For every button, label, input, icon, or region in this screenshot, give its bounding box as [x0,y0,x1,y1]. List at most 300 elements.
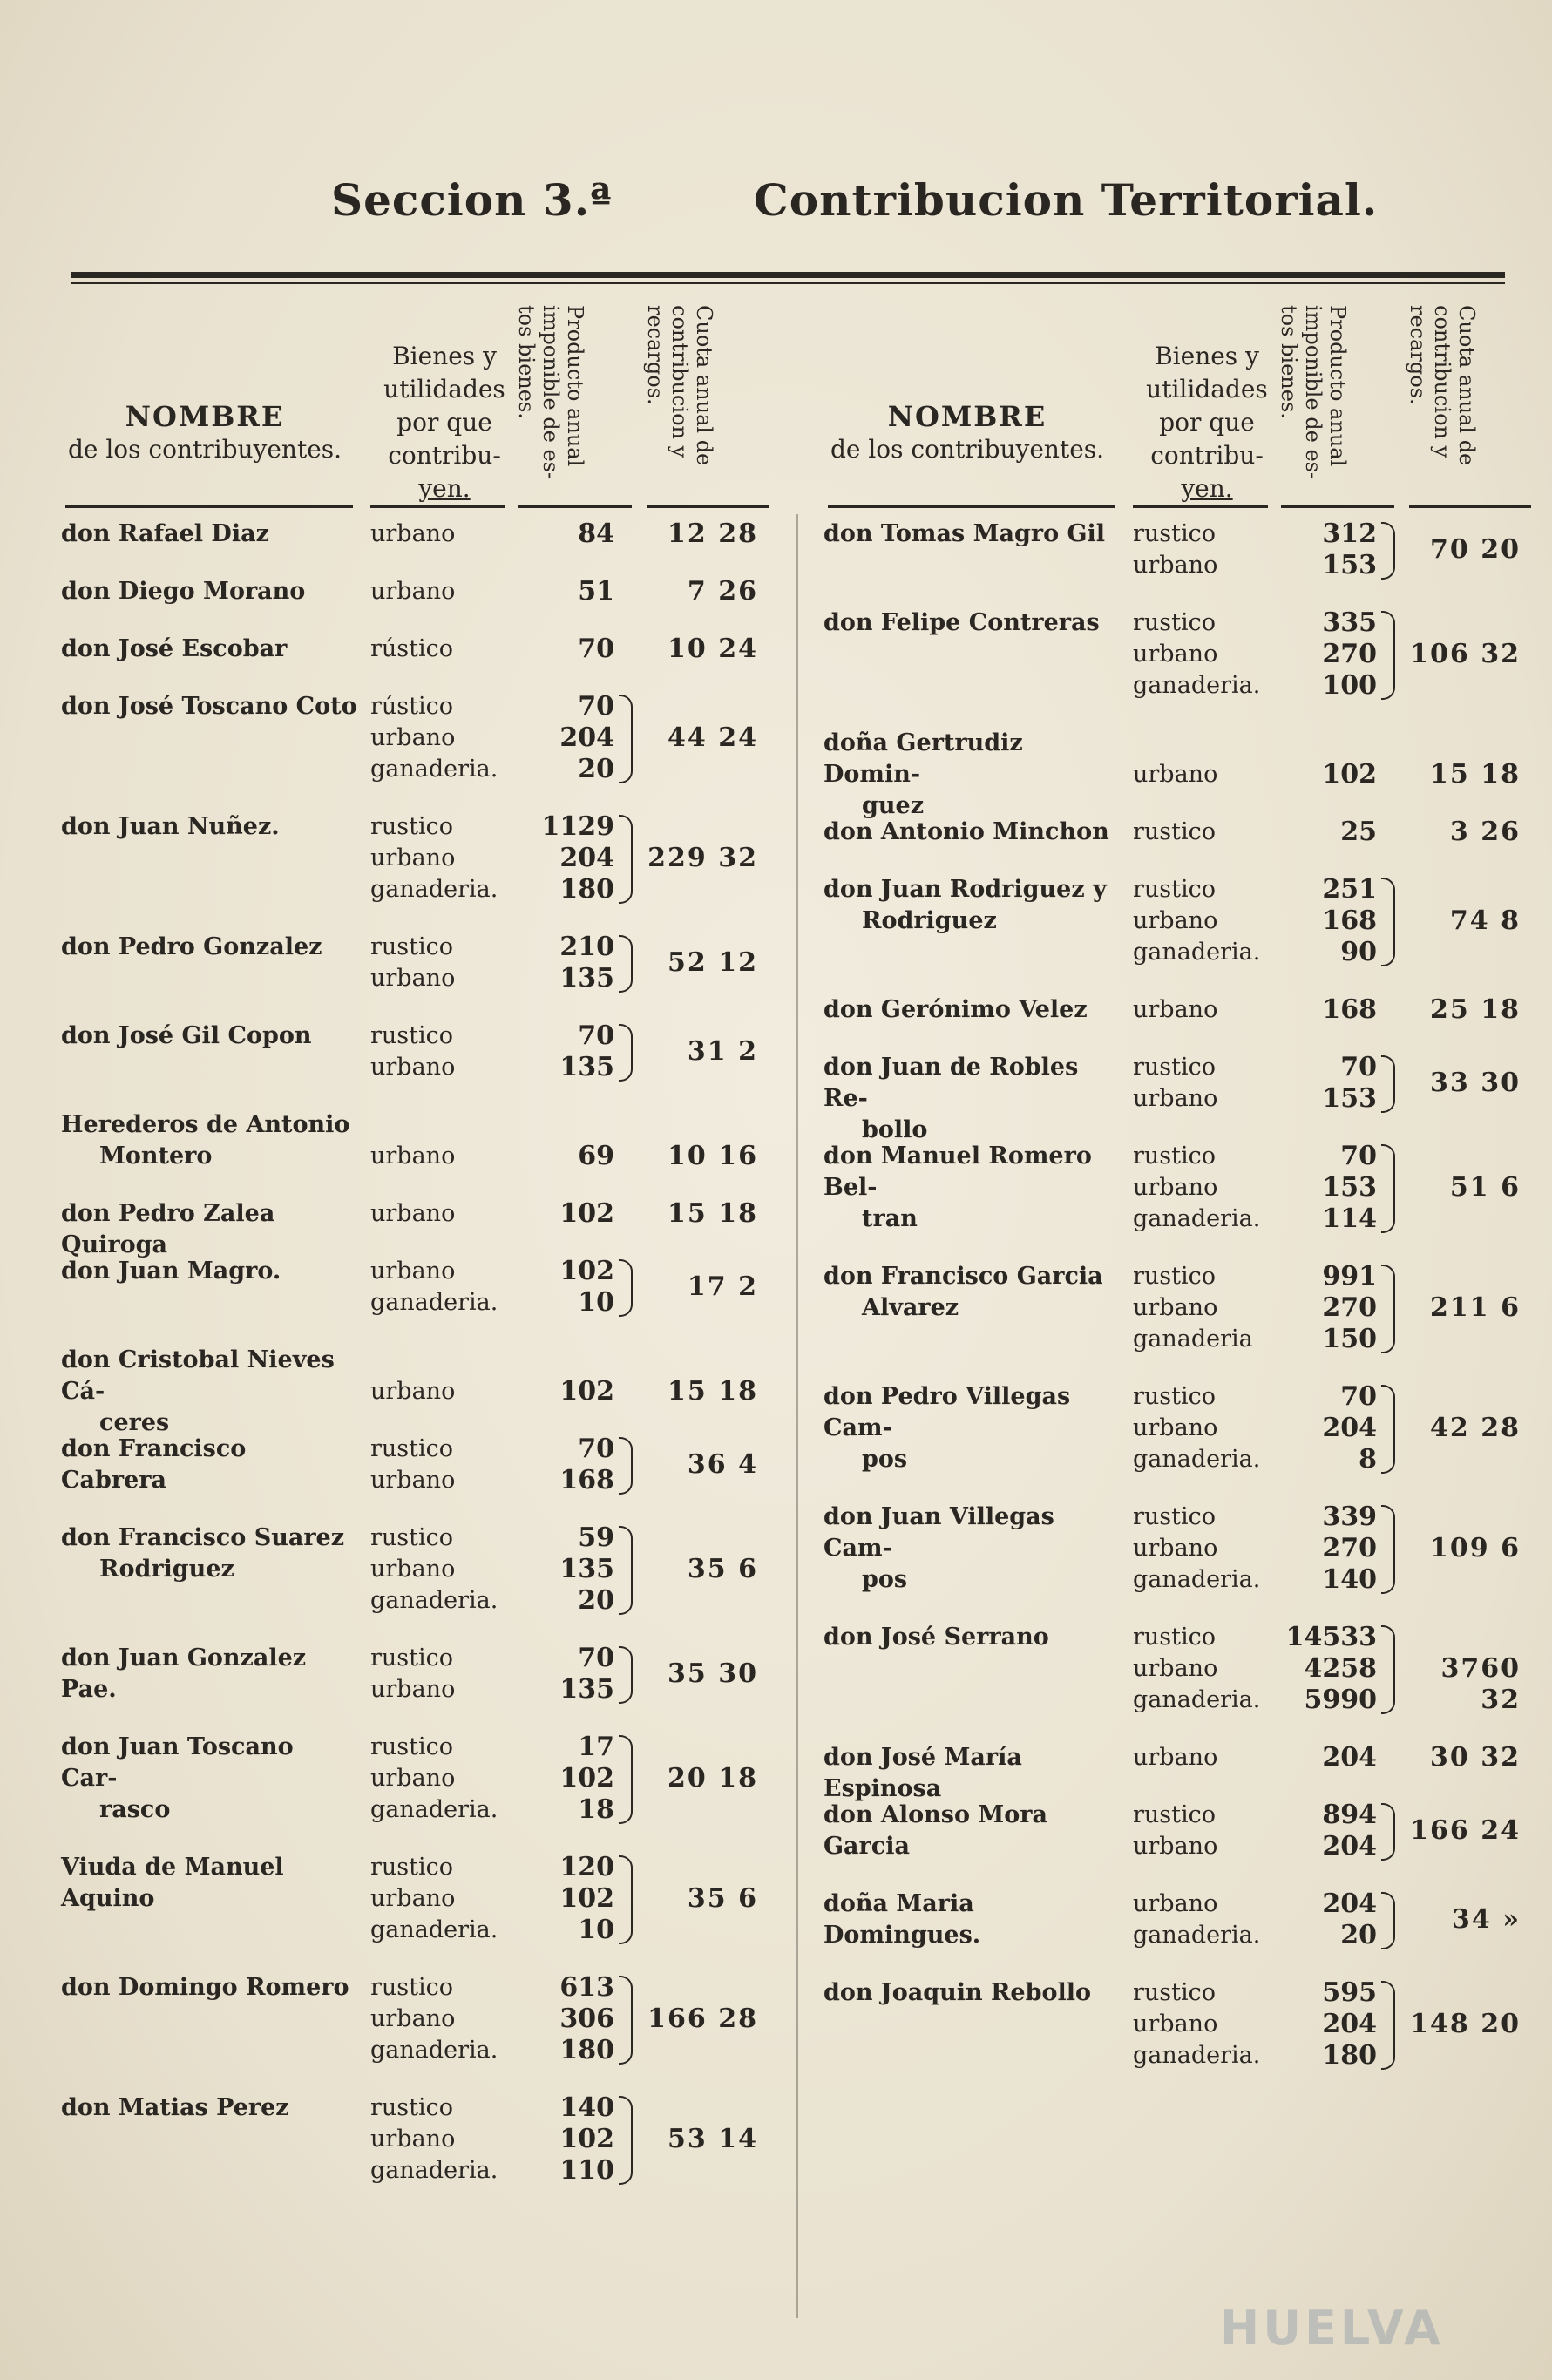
producto-value: 135 [559,963,614,993]
table-row [61,1732,810,1852]
contributor-name [61,811,357,843]
header-bienes-l3: por que [396,408,492,437]
bienes-cell [370,1434,510,1496]
bienes-type: rústico [370,693,454,720]
contributor-name [823,1622,1120,1653]
bienes-cell [370,1852,510,1946]
bienes-type: ganaderia. [1133,1446,1261,1473]
contributor-name [61,932,357,963]
archive-stamp: HUELVA [1220,2301,1444,2356]
contributor-name [823,1381,1120,1475]
bienes-type: urbano [370,1556,456,1583]
brace-mark [1381,1385,1395,1474]
producto-value: 100 [1322,670,1377,701]
bienes-type: urbano [370,1258,456,1285]
producto-cell [1281,1622,1377,1716]
table-row [823,994,1552,1052]
section-label: Seccion 3.ª [331,174,613,226]
bienes-type: urbano [1133,2010,1218,2038]
producto-cell [518,576,614,607]
bienes-type: ganaderia. [370,2157,498,2184]
header-bienes [357,340,532,505]
contributor-name [823,1261,1120,1324]
header-producto: Producto anual imponible de es- tos bienes. [1277,305,1350,480]
bienes-type: urbano [1133,1174,1218,1201]
contributor-name-line: don Rafael Diaz [61,520,269,547]
bienes-type: rustico [370,1435,454,1462]
cuota-value: 35 6 [687,1883,758,1914]
producto-value: 613 [559,1972,614,2003]
producto-cell [1281,1800,1377,1862]
producto-value: 120 [559,1852,614,1882]
bienes-type: urbano [370,1054,456,1081]
cuota-value: 15 18 [668,1376,758,1407]
producto-value: 70 [578,691,614,722]
contributor-name-line: don Cristobal Nieves Cá- [61,1346,335,1405]
cuota-value: 70 20 [1430,534,1521,565]
bienes-type: urbano [370,1378,456,1405]
producto-value: 204 [1322,1831,1377,1861]
bienes-cell [1133,519,1272,581]
header-cuota: Cuota anual de contribucion y recargos. [643,305,716,466]
table-row [823,519,1552,607]
contributor-name [823,728,1120,822]
cuota-value: 166 28 [647,2004,758,2034]
contributor-name-line: don Felipe Contreras [823,609,1100,636]
producto-value: 102 [559,1763,614,1793]
contributor-name [61,1020,357,1052]
header-nombre-sub: de los contribuyentes. [67,435,342,464]
bienes-type: urbano [370,2126,456,2153]
contributor-name-line: don Francisco Suarez [61,1524,345,1551]
bienes-type: urbano [1133,1085,1218,1112]
producto-value: 18 [578,1794,614,1825]
bienes-type: urbano [370,844,456,871]
bienes-type: urbano [370,724,456,751]
contributor-name [61,634,357,665]
producto-cell [1281,1502,1377,1596]
header-bienes-l3: por que [1159,408,1255,437]
header-bienes-l5: yen. [1181,474,1233,503]
table-row [61,811,810,932]
brace-mark [1381,1144,1395,1233]
header-bienes [1120,340,1294,505]
cuota-value: 12 28 [668,519,758,549]
table-row [61,932,810,1020]
producto-cell [518,932,614,994]
producto-cell [518,1972,614,2066]
bienes-type: rustico [1133,1624,1217,1651]
bienes-type: rustico [370,1524,454,1551]
cuota-value: 17 2 [687,1271,758,1302]
producto-value: 14533 [1285,1622,1377,1652]
cuota-value: 30 32 [1430,1742,1521,1773]
header-nombre [823,399,1111,464]
left-table-header [61,296,810,514]
producto-value: 135 [559,1674,614,1705]
producto-value: 70 [578,1643,614,1673]
header-producto: Producto anual imponible de es- tos bienes. [514,305,587,480]
contributor-name-line: don Matias Perez [61,2094,289,2121]
table-row [61,576,810,634]
producto-cell [518,1522,614,1617]
table-row [61,1434,810,1522]
producto-value: 8 [1359,1444,1377,1475]
table-row [823,1052,1552,1141]
table-row [823,874,1552,994]
brace-mark [619,1735,633,1824]
bienes-type: rustico [1133,520,1217,547]
cuota-value: 10 16 [668,1141,758,1171]
bienes-type: rustico [370,1733,454,1760]
contributor-name-line: don Alonso Mora Garcia [823,1801,1047,1860]
contributor-name [61,1732,357,1826]
cuota-value: 34 » [1452,1904,1521,1935]
producto-cell [518,1643,614,1705]
producto-value: 251 [1322,874,1377,905]
header-cuota: Cuota anual de contribucion y recargos. [1406,305,1479,466]
bienes-cell [370,519,510,550]
brace-mark [619,2096,633,2185]
producto-value: 102 [559,1376,614,1407]
contributor-name-line: bollo [862,1116,928,1143]
right-table-header [823,296,1552,514]
bienes-type: rustico [1133,818,1217,845]
contributor-name-line: Montero [99,1143,213,1170]
contributor-name-line: don Pedro Gonzalez [61,933,322,960]
bienes-cell [1133,1800,1272,1862]
table-row [823,817,1552,874]
contributor-name [61,519,357,550]
bienes-type: rustico [370,813,454,840]
table-row [823,1261,1552,1381]
contributor-name-line: don Juan Nuñez. [61,813,280,840]
producto-value: 70 [578,1020,614,1051]
producto-value: 102 [559,2124,614,2154]
bienes-cell [370,634,510,665]
bienes-cell [1133,607,1272,702]
contributor-name-line: don José Gil Copon [61,1022,312,1049]
bienes-type: ganaderia. [1133,1922,1261,1949]
header-underline [65,505,353,508]
bienes-type: urbano [1133,1890,1218,1917]
bienes-type: ganaderia. [1133,1686,1261,1713]
table-row [61,1643,810,1732]
contributor-name-line: don Francisco Garcia [823,1263,1103,1290]
cuota-value: 7 26 [687,576,758,607]
bienes-cell [370,576,510,607]
header-rule-thin [71,282,1505,284]
producto-value: 17 [578,1732,614,1762]
bienes-type: ganaderia. [370,876,498,903]
cuota-value: 25 18 [1430,994,1521,1025]
producto-cell [518,1434,614,1496]
table-row [823,1977,1552,2098]
cuota-value: 15 18 [1430,759,1521,790]
contributor-name [61,1434,357,1496]
producto-cell [1281,1742,1377,1773]
brace-mark [619,1024,633,1082]
bienes-type: urbano [1133,1655,1218,1682]
bienes-cell [1133,1977,1272,2071]
cuota-value: 20 18 [668,1763,758,1793]
producto-value: 102 [559,1256,614,1286]
bienes-type: rustico [1133,1503,1217,1530]
contributor-name-line: doña Maria Domingues. [823,1890,981,1949]
contributor-name-line: rasco [99,1796,171,1823]
contributor-name [61,2092,357,2124]
producto-cell [1281,817,1377,848]
contributor-name-line: tran [862,1205,918,1232]
producto-cell [518,811,614,905]
producto-cell [518,1198,614,1230]
producto-cell [1281,519,1377,581]
bienes-type: urbano [1133,907,1218,934]
bienes-type: urbano [1133,1744,1218,1771]
bienes-cell [370,1198,510,1230]
producto-cell [518,1376,614,1407]
bienes-type: rustico [370,1644,454,1671]
contributor-name [823,1141,1120,1235]
cuota-value: 10 24 [668,634,758,664]
producto-value: 90 [1340,937,1377,967]
bienes-cell [1133,1502,1272,1596]
bienes-type: urbano [1133,552,1218,579]
bienes-cell [370,932,510,994]
header-nombre-title: NOMBRE [125,400,285,433]
contributor-name-line: ceres [99,1409,170,1436]
cuota-value: 106 32 [1410,639,1521,669]
contributor-name [61,1109,357,1172]
bienes-cell [370,1972,510,2066]
producto-value: 102 [559,1883,614,1914]
producto-value: 595 [1322,1977,1377,2008]
contributor-name-line: don Juan Gonzalez Pae. [61,1644,307,1703]
header-bienes-l4: contribu- [388,441,501,470]
producto-cell [1281,994,1377,1026]
bienes-cell [1133,1261,1272,1355]
producto-value: 110 [559,2155,614,2186]
bienes-type: ganaderia. [1133,2042,1261,2069]
bienes-type: urbano [370,1676,456,1703]
producto-cell [1281,1261,1377,1355]
bienes-type: rustico [370,1974,454,2001]
producto-value: 153 [1322,1172,1377,1203]
contributor-name [823,1502,1120,1596]
header-bienes-l2: utilidades [383,375,505,403]
contributor-name-line: don Juan Rodriguez y [823,876,1107,903]
table-row [61,1198,810,1256]
bienes-cell [370,811,510,905]
producto-value: 150 [1322,1324,1377,1354]
producto-value: 5990 [1304,1685,1377,1715]
bienes-cell [370,1256,510,1319]
brace-mark [1381,1625,1395,1714]
header-underline [1133,505,1268,508]
bienes-type: urbano [1133,996,1218,1023]
bienes-type: rustico [1133,609,1217,636]
contributor-name-line: don Pedro Zalea Quiroga [61,1200,275,1258]
contributor-name-line: don Juan de Robles Re- [823,1054,1079,1112]
contributor-name [61,1256,357,1287]
bienes-cell [1133,994,1272,1026]
contributor-name-line: don José Escobar [61,635,288,662]
contributor-name [61,576,357,607]
producto-value: 339 [1322,1502,1377,1532]
producto-value: 204 [1322,1413,1377,1443]
contributor-name [61,1198,357,1261]
bienes-cell [370,1643,510,1705]
table-row [61,691,810,811]
table-row [61,1256,810,1345]
producto-cell [1281,1052,1377,1115]
bienes-type: urbano [1133,1414,1218,1441]
contributor-name-line: don Tomas Magro Gil [823,520,1106,547]
cuota-value: 166 24 [1410,1815,1521,1846]
bienes-type: urbano [1133,1535,1218,1562]
producto-cell [518,1732,614,1826]
brace-mark [1381,1505,1395,1594]
producto-value: 312 [1322,519,1377,549]
table-row [823,607,1552,728]
bienes-type: ganaderia [1133,1326,1253,1353]
producto-value: 210 [559,932,614,962]
producto-value: 204 [1322,1742,1377,1773]
producto-cell [1281,1141,1377,1235]
producto-value: 270 [1322,1292,1377,1323]
cuota-value: 44 24 [668,722,758,753]
contributor-name-line: pos [862,1566,908,1593]
contributor-name-line: don Pedro Villegas Cam- [823,1383,1071,1441]
table-row [823,1141,1552,1261]
brace-mark [1381,1892,1395,1949]
contributor-name-line: don Domingo Romero [61,1974,349,2001]
bienes-type: rustico [1133,1383,1217,1410]
cuota-value: 31 2 [687,1036,758,1067]
producto-value: 270 [1322,639,1377,669]
producto-value: 204 [1322,2009,1377,2039]
bienes-cell [370,2092,510,2187]
bienes-type: rustico [1133,1054,1217,1081]
cuota-value: 3760 32 [1440,1653,1521,1715]
contributor-name-line: don Juan Toscano Car- [61,1733,294,1792]
bienes-type: rústico [370,635,454,662]
table-row [823,1381,1552,1502]
contributor-name [823,817,1120,848]
contributor-name-line: don Gerónimo Velez [823,996,1088,1023]
producto-value: 168 [1322,994,1377,1025]
bienes-type: ganaderia. [370,1587,498,1614]
producto-value: 894 [1322,1800,1377,1830]
brace-mark [1381,1981,1395,2070]
producto-value: 204 [1322,1888,1377,1919]
header-underline [1409,505,1531,508]
cuota-value: 229 32 [647,843,758,873]
producto-value: 180 [1322,2040,1377,2071]
bienes-cell [370,1020,510,1083]
brace-mark [619,1259,633,1317]
producto-value: 84 [578,519,614,549]
producto-value: 204 [559,843,614,873]
producto-value: 180 [559,874,614,905]
table-row [823,1502,1552,1622]
contributor-name-line: don José Serrano [823,1624,1049,1651]
bienes-type: rustico [370,1854,454,1881]
bienes-cell [1133,1052,1272,1115]
bienes-cell [1133,759,1272,790]
contributor-name-line: don Francisco Cabrera [61,1435,247,1494]
producto-value: 20 [578,754,614,784]
contributor-name-line: don Diego Morano [61,578,306,605]
contributor-name-line: don José Toscano Coto [61,693,357,720]
header-bienes-l1: Bienes y [392,342,497,370]
bienes-type: urbano [370,1200,456,1227]
brace-mark [1381,522,1395,580]
producto-value: 140 [1322,1564,1377,1595]
bienes-type: urbano [1133,761,1218,788]
cuota-value: 42 28 [1430,1413,1521,1443]
brace-mark [1381,611,1395,700]
cuota-value: 53 14 [668,2124,758,2154]
bienes-type: rustico [1133,1143,1217,1170]
producto-value: 140 [559,2092,614,2123]
producto-value: 204 [559,722,614,753]
producto-value: 153 [1322,1083,1377,1114]
brace-mark [619,815,633,904]
bienes-type: urbano [370,2005,456,2032]
cuota-value: 148 20 [1410,2009,1521,2039]
bienes-cell [1133,817,1272,848]
producto-value: 168 [559,1465,614,1495]
header-underline [1281,505,1394,508]
contributor-name-line: don José María Espinosa [823,1744,1022,1802]
contributor-name [823,519,1120,550]
producto-value: 991 [1322,1261,1377,1292]
bienes-type: ganaderia. [370,2037,498,2064]
producto-value: 59 [578,1522,614,1553]
table-row [61,1020,810,1109]
producto-cell [1281,1888,1377,1951]
cuota-value: 109 6 [1430,1533,1521,1563]
bienes-type: urbano [370,1885,456,1912]
producto-cell [1281,759,1377,790]
contributor-name-line: don Juan Villegas Cam- [823,1503,1054,1562]
contributor-name-line: guez [862,792,925,819]
bienes-type: rustico [370,933,454,960]
contributor-name-line: don Juan Magro. [61,1258,281,1285]
bienes-type: urbano [370,578,456,605]
header-nombre-sub: de los contribuyentes. [830,435,1105,464]
contributor-name [61,1852,357,1915]
brace-mark [1381,878,1395,966]
cuota-value: 74 8 [1449,905,1521,936]
producto-cell [518,1141,614,1172]
header-bienes-l2: utilidades [1146,375,1268,403]
producto-value: 70 [1340,1381,1377,1412]
brace-mark [619,1526,633,1615]
bienes-type: urbano [370,520,456,547]
header-underline [370,505,505,508]
brace-mark [619,1976,633,2065]
bienes-type: rustico [1133,1263,1217,1290]
producto-cell [1281,1977,1377,2071]
contributor-name [61,1522,357,1585]
contributor-name [61,691,357,722]
header-bienes-l4: contribu- [1150,441,1264,470]
contributor-name [823,607,1120,639]
header-bienes-l5: yen. [418,474,471,503]
producto-value: 102 [1322,759,1377,790]
